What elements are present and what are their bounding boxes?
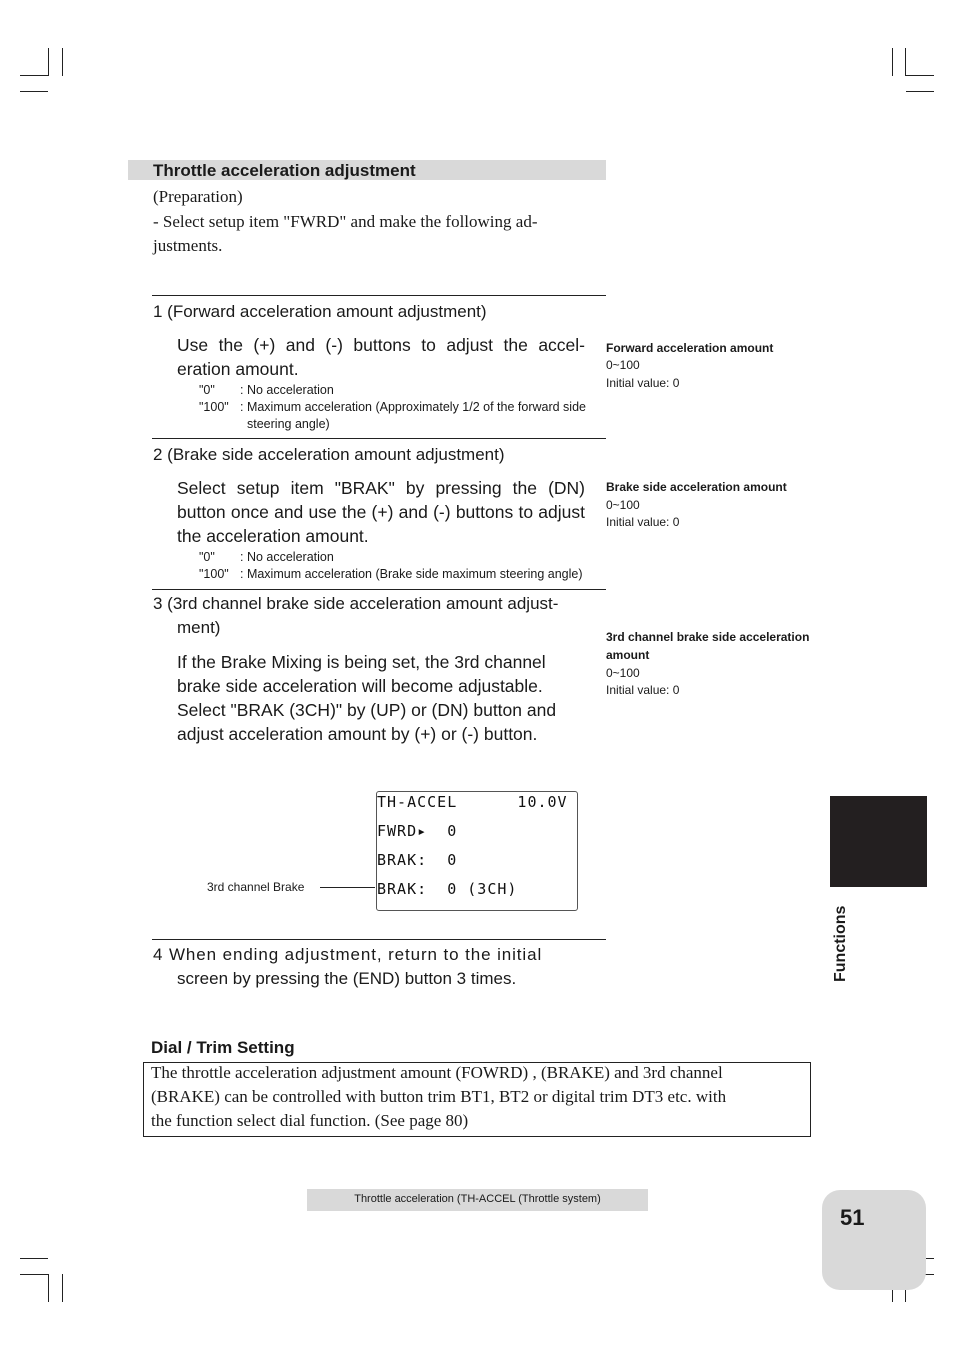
crop-mark [906,75,934,76]
side-note-title: Forward acceleration amount [606,341,774,355]
step-4-heading: 4 When ending adjustment, return to the initial [153,945,543,964]
page-number-tab [822,1190,926,1290]
step-divider [152,589,606,590]
step-1-body: Use the (+) and (-) buttons to adjust the accel- eration amount. [177,335,585,379]
crop-mark [892,48,893,76]
side-note-title-cont: amount [606,648,650,662]
note-key: "0" [199,550,215,564]
step-2-body: Select setup item "BRAK" by pressing the (DN) button once and use the (+) and (-) buttons to adjust the acceleration amount. [177,478,585,546]
functions-tab-label [832,882,852,992]
side-note-initial: Initial value: 0 [606,376,680,390]
side-note-range: 0~100 [606,498,640,512]
preparation-text: - Select setup item "FWRD" and make the following ad- [153,211,538,231]
lcd-screen [376,791,578,911]
preparation-label: (Preparation) [153,187,243,206]
crop-mark [905,48,906,76]
crop-mark [48,48,49,76]
step-1-heading: 1 (Forward acceleration amount adjustment) [153,302,487,321]
note-text: steering angle) [247,417,330,431]
crop-mark [48,1274,49,1302]
note-text: : No acceleration [240,550,334,564]
step-divider [152,939,606,940]
crop-mark [62,48,63,76]
side-note-title: Brake side acceleration amount [606,480,787,494]
crop-mark [20,75,48,76]
crop-mark [20,91,48,92]
note-key: "0" [199,383,215,397]
crop-mark [20,1258,48,1259]
note-text: : Maximum acceleration (Approximately 1/2 of the forward side [240,400,586,414]
crop-mark [20,1274,48,1275]
step-3-body: If the Brake Mixing is being set, the 3rd channel brake side acceleration will become adjustable. Select "BRAK (3CH)" by (UP) or (DN) button and adjust acceleration amount by (+) or (-) button. [177,652,557,744]
dial-trim-title: Dial / Trim Setting [151,1038,295,1057]
lcd-fwrd-row: FWRD▸ 0 [377,822,458,840]
preparation-text-cont: justments. [153,236,223,255]
note-key: "100" [199,567,229,581]
side-note-range: 0~100 [606,666,640,680]
page-number: 51 [840,1205,865,1230]
footer-caption: Throttle acceleration (TH-ACCEL (Throttle system) [354,1193,601,1205]
crop-mark [906,91,934,92]
side-note-initial: Initial value: 0 [606,515,680,529]
functions-tab-text: Functions [832,905,849,982]
note-key: "100" [199,400,229,414]
step-3-heading: 3 (3rd channel brake side acceleration amount adjust- [153,594,559,613]
step-2-heading: 2 (Brake side acceleration amount adjustment) [153,445,505,464]
dial-trim-text: the function select dial function. (See page 80) [151,1111,469,1130]
lcd-title-row: TH-ACCEL 10.0V [377,793,568,811]
callout-label: 3rd channel Brake [207,880,305,894]
callout-line [320,887,375,888]
step-4-heading-cont: screen by pressing the (END) button 3 times. [177,969,517,988]
dial-trim-text: The throttle acceleration adjustment amount (FOWRD) , (BRAKE) and 3rd channel [151,1063,723,1082]
section-tab-block [830,796,927,887]
step-divider [152,295,606,296]
side-note-range: 0~100 [606,358,640,372]
crop-mark [62,1274,63,1302]
note-text: : Maximum acceleration (Brake side maximum steering angle) [240,567,583,581]
step-3-heading-cont: ment) [177,618,221,637]
section-title: Throttle acceleration adjustment [153,161,416,180]
lcd-brak-row: BRAK: 0 [377,851,458,869]
step-divider [152,438,606,439]
lcd-brak-3ch-row: BRAK: 0 (3CH) [377,880,518,898]
dial-trim-text: (BRAKE) can be controlled with button trim BT1, BT2 or digital trim DT3 etc. with [151,1087,727,1106]
side-note-initial: Initial value: 0 [606,683,680,697]
side-note-title: 3rd channel brake side acceleration [606,630,810,644]
note-text: : No acceleration [240,383,334,397]
